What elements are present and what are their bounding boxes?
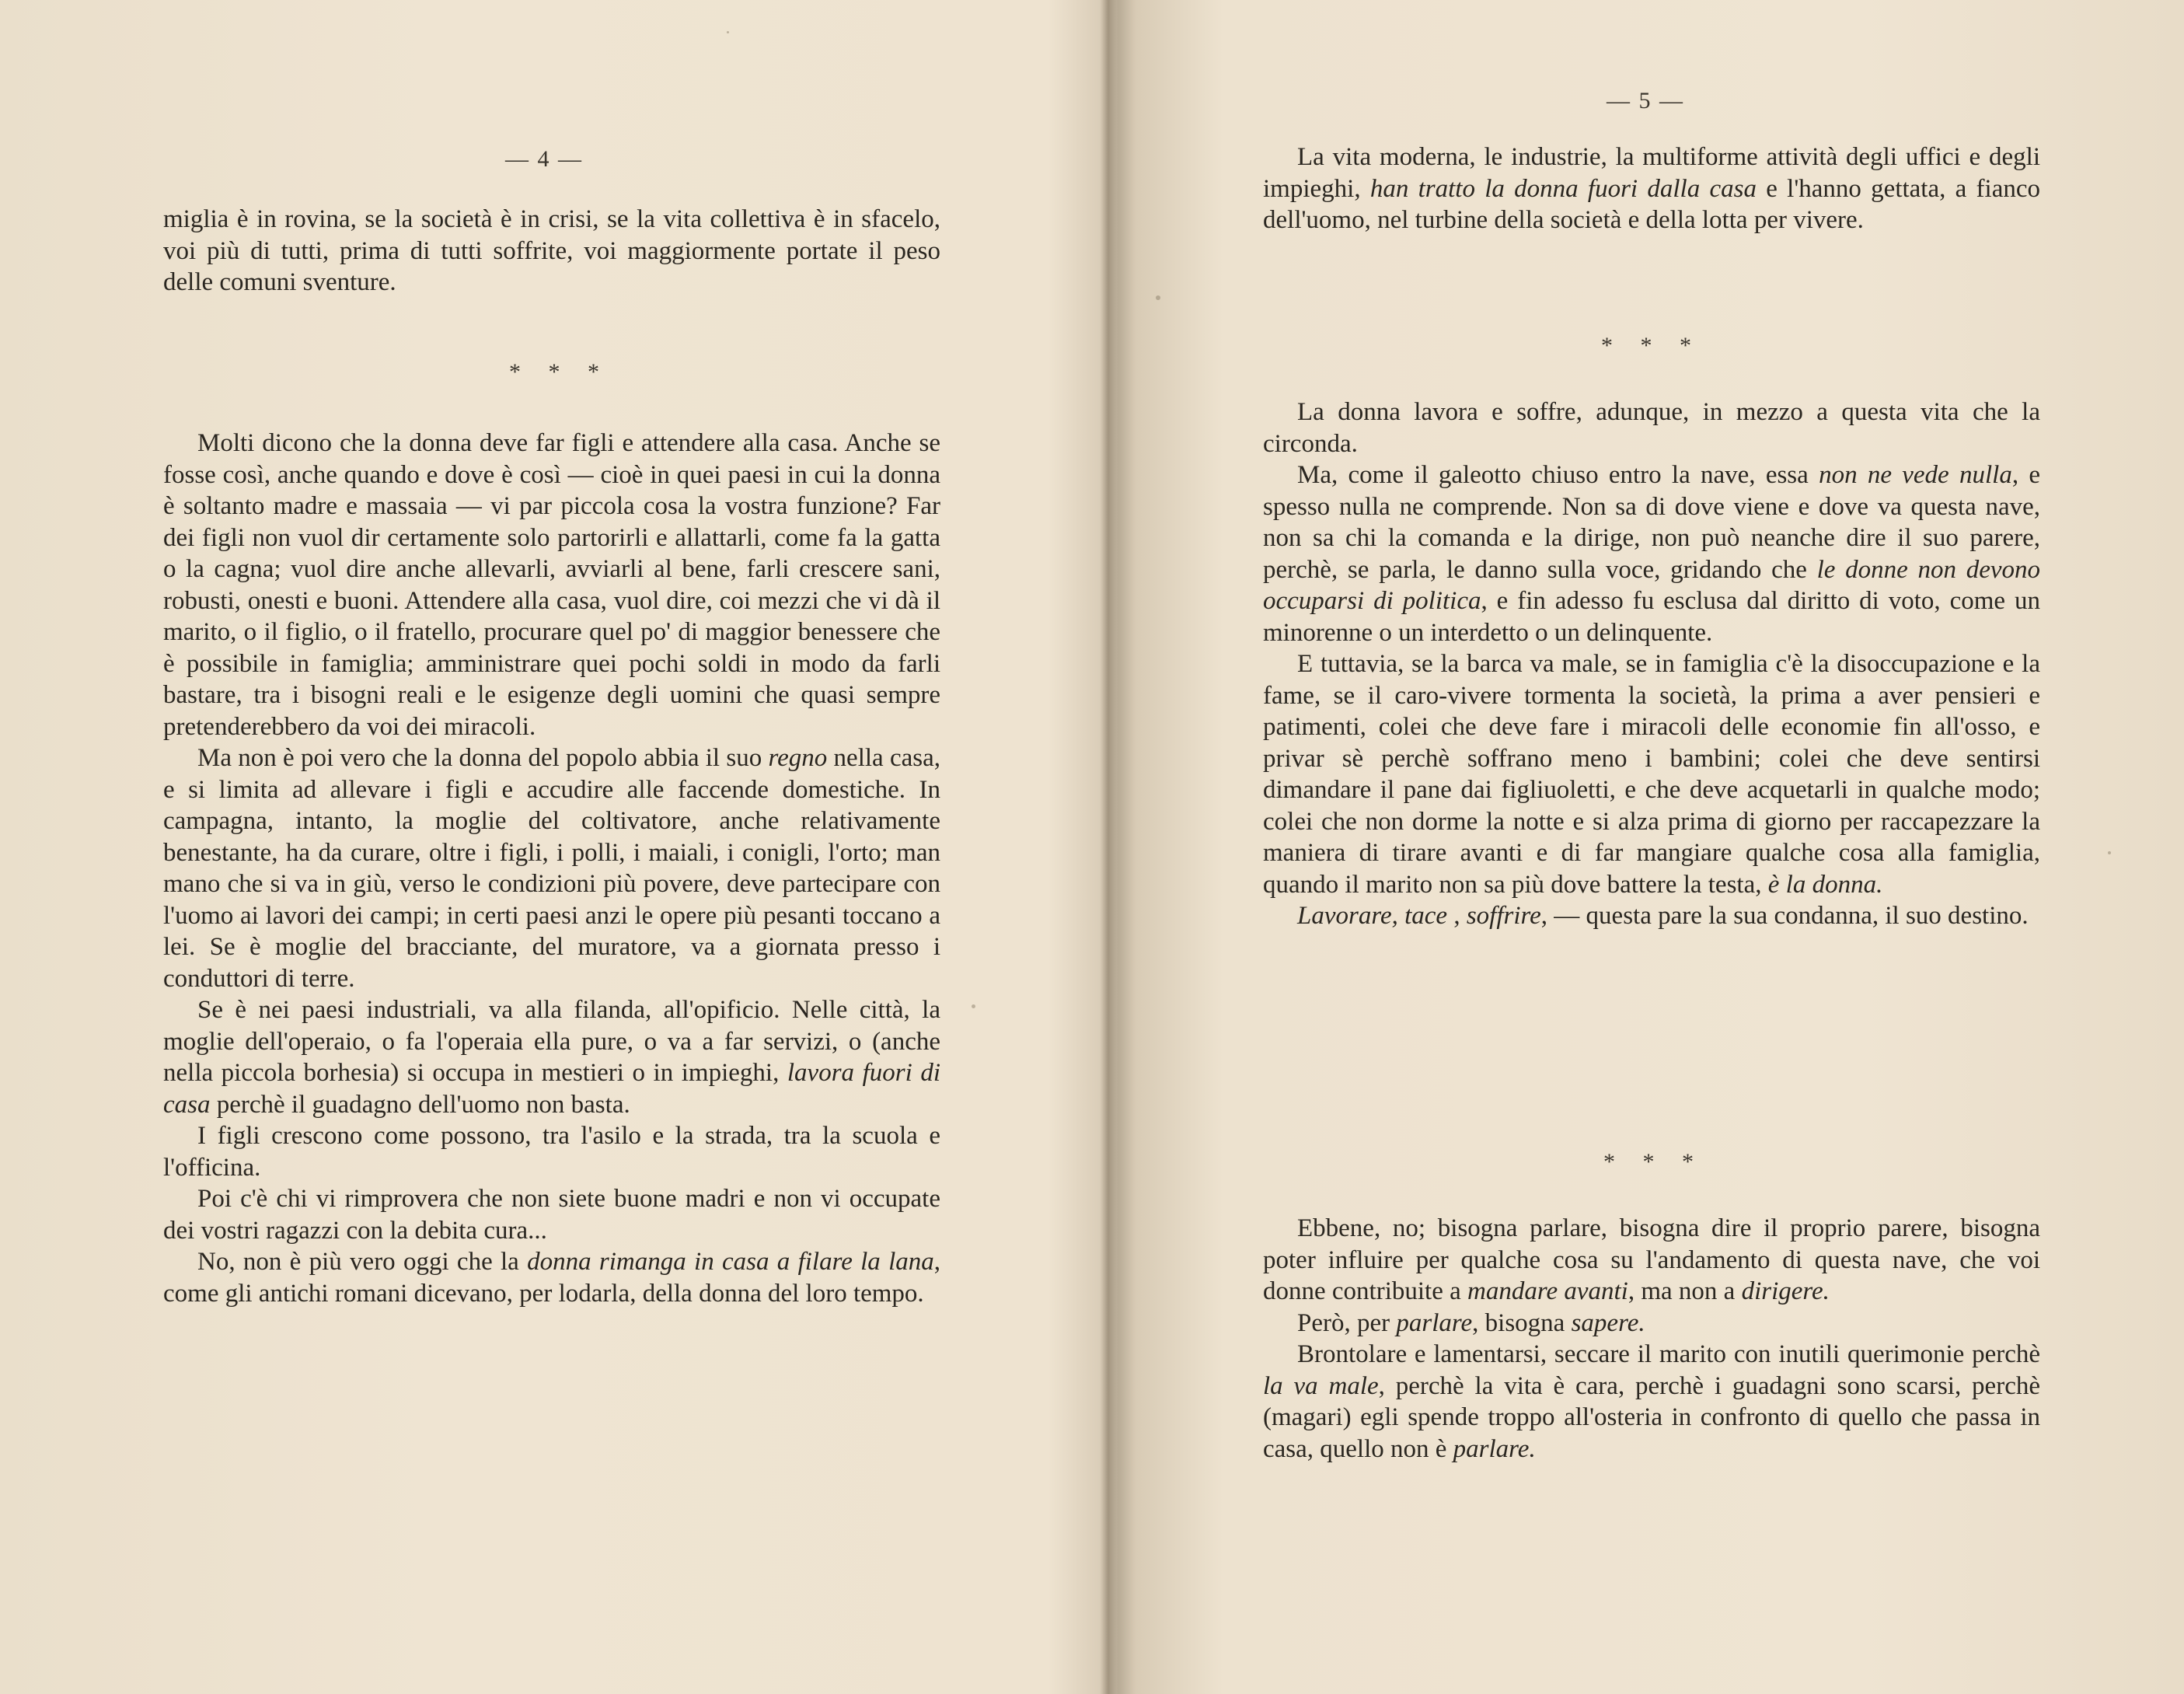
right-paragraph-1: La vita moderna, le industrie, la multiforme attività degli uffici e degli impieghi, han tratto la donna fuori dalla casa e l'hanno gettata, a fianco dell'uomo, nel turbine della società e della lotta per vivere. xyxy=(1263,143,2040,234)
left-paragraph-4: I figli crescono come possono, tra l'asilo e la strada, tra la scuola e l'officina. xyxy=(163,1122,940,1182)
page-right xyxy=(1247,0,2048,1694)
left-paragraph-3: Se è nei paesi industriali, va alla filanda, all'opificio. Nelle città, la moglie dell'operaio, o fa l'operaia ella pure, o va a far servizi, o (anche nella piccola borhesia) si occupa in mestieri o in impieghi, lavora fuori di casa perchè il guadagno dell'uomo non basta. xyxy=(163,996,940,1119)
section-separator-right-2: * * * xyxy=(1603,1149,1704,1175)
left-paragraph-2: Ma non è poi vero che la donna del popolo abbia il suo regno nella casa, e si limita ad allevare i figli e accudire alle faccende domestiche. In campagna, intanto, la moglie del coltivatore, anche relativamente benestante, ha da curare, oltre i figli, i polli, i maiali, i conigli, l'orto; man mano che si va in giù, verso le condizioni più povere, deve partecipare con l'uomo ai lavori dei campi; in certi paesi anzi le opere più pesanti toccano a lei. Se è moglie del bracciante, del muratore, va a giornata presso i conduttori di terre. xyxy=(163,744,940,993)
right-text-block-3 xyxy=(1263,1213,2040,1465)
right-paragraph-6: Ebbene, no; bisogna parlare, bisogna dire il proprio parere, bisogna poter influire per qualche cosa su l'andamento di questa nave, che voi donne contribuite a mandare avanti, ma non a dirigere. xyxy=(1263,1214,2040,1305)
right-paragraph-3: Ma, come il galeotto chiuso entro la nave, essa non ne vede nulla, e spesso nulla ne comprende. Non sa di dove viene e dove va questa nave, non sa chi la comanda e la dirige, non può neanche dire il suo parere, perchè, se parla, le danno sulla voce, gridando che le donne non devono occuparsi di politica, e fin adesso fu esclusa dal diritto di voto, come un minorenne o un interdetto o un delinquente. xyxy=(1263,461,2040,647)
page-number-left: — 4 — xyxy=(505,146,583,172)
page-left xyxy=(148,0,948,1694)
left-text-block-1 xyxy=(163,204,940,299)
right-paragraph-8: Brontolare e lamentarsi, seccare il marito con inutili querimonie perchè la va male, perchè la vita è cara, perchè i guadagni sono scarsi, perchè (magari) egli spende troppo all'osteria in confronto di quello che passa in casa, quello non è parlare. xyxy=(1263,1340,2040,1463)
left-paragraph-6: No, non è più vero oggi che la donna rimanga in casa a filare la lana, come gli antichi romani dicevano, per lodarla, della donna del loro tempo. xyxy=(163,1248,941,1308)
right-paragraph-7: Però, per parlare, bisogna sapere. xyxy=(1297,1308,1645,1337)
paper-speck xyxy=(727,31,729,33)
left-text-block-2 xyxy=(163,428,940,1309)
right-text-block-1 xyxy=(1263,141,2040,236)
right-paragraph-2: La donna lavora e soffre, adunque, in mezzo a questa vita che la circonda. xyxy=(1263,398,2040,458)
page-number-right: — 5 — xyxy=(1607,88,1684,114)
paper-speck xyxy=(972,1004,975,1008)
paper-speck xyxy=(2108,851,2111,854)
book-gutter xyxy=(1100,0,1117,1694)
right-text-block-2 xyxy=(1263,396,2040,932)
paper-speck xyxy=(1156,295,1160,300)
section-separator-left: * * * xyxy=(509,359,610,385)
section-separator-right-1: * * * xyxy=(1601,333,1702,358)
right-paragraph-4: E tuttavia, se la barca va male, se in famiglia c'è la disoccupazione e la fame, se il caro-vivere tormenta la società, la prima a aver pensieri e patimenti, colei che deve fare i miracoli delle economie fin all'osso, e privar sè perchè soffrano meno i bambini; colei che deve sentirsi dimandare il pane dai figliuoletti, e che deve acquetarli in qualche modo; colei che non dorme la notte e si alza prima di giorno per raccapezzare la maniera di tirare avanti e di far mangiare qualche cosa alla famiglia, quando il marito non sa più dove battere la testa, è la donna. xyxy=(1263,650,2040,899)
right-paragraph-5: Lavorare, tace , soffrire, — questa pare la sua condanna, il suo destino. xyxy=(1297,902,2029,930)
left-paragraph-0: miglia è in rovina, se la società è in crisi, se la vita collettiva è in sfacelo, voi più di tutti, prima di tutti soffrite, voi maggiormente portate il peso delle comuni sventure. xyxy=(163,205,940,296)
left-paragraph-1: Molti dicono che la donna deve far figli e attendere alla casa. Anche se fosse così, anche quando e dove è così — cioè in quei paesi in cui la donna è soltanto madre e massaia — vi par piccola cosa la vostra funzione? Far dei figli non vuol dir certamente solo partorirli e allattarli, come fa la gatta o la cagna; vuol dire anche allevarli, avviarli al bene, farli crescere sani, robusti, onesti e buoni. Attendere alla casa, vuol dire, coi mezzi che vi dà il marito, o il figlio, o il fratello, procurare quel po' di maggior benessere che è possibile in famiglia; amministrare quei pochi soldi in modo da farli bastare, tra i bisogni reali e le esigenze degli uomini che quasi sempre pretenderebbero da voi dei miracoli. xyxy=(163,429,940,741)
left-paragraph-5: Poi c'è chi vi rimprovera che non siete buone madri e non vi occupate dei vostri ragazzi con la debita cura... xyxy=(163,1185,940,1245)
